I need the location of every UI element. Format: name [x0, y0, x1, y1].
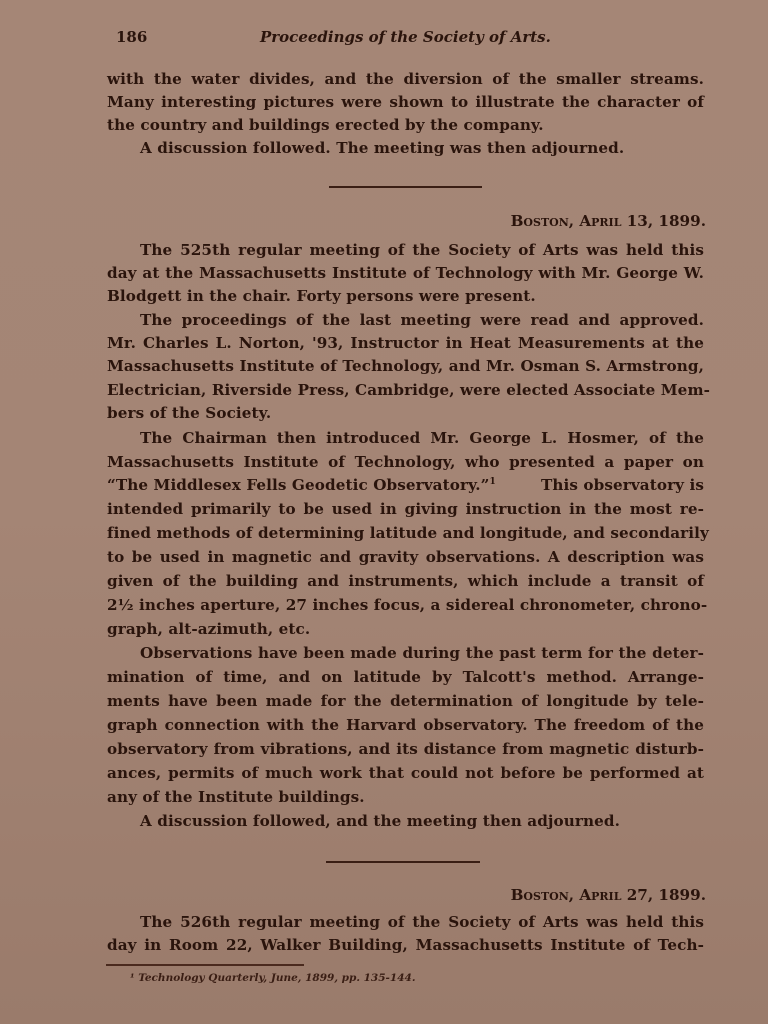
- text-line: Mr. Charles L. Norton, '93, Instructor in Heat Measurements at the: [107, 334, 704, 352]
- text-line: graph, alt-azimuth, etc.: [107, 620, 311, 638]
- text-line: with the water divides, and the diversion of the smaller streams.: [107, 70, 704, 88]
- section-divider: [329, 186, 482, 188]
- text-line: any of the Institute buildings.: [107, 788, 365, 806]
- text-line: ments have been made for the determination of longitude by tele-: [107, 692, 704, 710]
- text-line: Massachusetts Institute of Technology, and Mr. Osman S. Armstrong,: [107, 357, 704, 375]
- text-line: A discussion followed, and the meeting then adjourned.: [140, 812, 621, 830]
- text-line: The Chairman then introduced Mr. George L. Hosmer, of the: [140, 429, 704, 447]
- text-fragment: This observatory is: [540, 476, 704, 494]
- text-line: Observations have been made during the past term for the deter-: [140, 644, 704, 662]
- running-title: Proceedings of the Society of Arts.: [260, 28, 551, 46]
- text-line: mination of time, and on latitude by Talcott's method. Arrange-: [107, 668, 704, 686]
- text-line: graph connection with the Harvard observatory. The freedom of the: [107, 716, 704, 734]
- text-line: to be used in magnetic and gravity observations. A description was: [107, 548, 704, 566]
- text-line: day at the Massachusetts Institute of Technology with Mr. George W.: [107, 264, 704, 282]
- dateline: Boston, April 27, 1899.: [510, 886, 706, 904]
- footnote-marker: 1: [489, 477, 496, 487]
- text-line: [107, 475, 704, 496]
- text-line: The 525th regular meeting of the Society of Arts was held this: [140, 241, 704, 259]
- footnote: ¹ Technology Quarterly, June, 1899, pp. 135-144.: [130, 972, 416, 984]
- section-divider: [326, 861, 480, 863]
- text-line: observatory from vibrations, and its distance from magnetic disturb-: [107, 740, 704, 758]
- page-number: 186: [116, 28, 148, 46]
- text-line: Many interesting pictures were shown to illustrate the character of: [107, 93, 704, 111]
- text-line: The 526th regular meeting of the Society of Arts was held this: [140, 913, 704, 931]
- text-line: intended primarily to be used in giving instruction in the most re-: [107, 500, 704, 518]
- text-line: bers of the Society.: [107, 404, 272, 422]
- paper-title: [107, 475, 496, 496]
- text-line: fined methods of determining latitude and longitude, and secondarily: [107, 524, 709, 542]
- text-line: Electrician, Riverside Press, Cambridge, were elected Associate Mem-: [107, 381, 711, 399]
- text-line: Blodgett in the chair. Forty persons were present.: [107, 287, 536, 305]
- text-line: The proceedings of the last meeting were read and approved.: [140, 311, 704, 329]
- text-line: Massachusetts Institute of Technology, who presented a paper on: [107, 453, 704, 471]
- text-line: ances, permits of much work that could not before be performed at: [107, 764, 704, 782]
- text-line: 2½ inches aperture, 27 inches focus, a sidereal chronometer, chrono-: [107, 596, 708, 614]
- footnote-divider: [106, 964, 304, 966]
- text-line: day in Room 22, Walker Building, Massachusetts Institute of Tech-: [107, 936, 704, 954]
- dateline: Boston, April 13, 1899.: [510, 212, 706, 230]
- text-line: A discussion followed. The meeting was then adjourned.: [140, 139, 625, 157]
- text-line: given of the building and instruments, which include a transit of: [107, 572, 704, 590]
- text-line: the country and buildings erected by the company.: [107, 116, 544, 134]
- paper-title-text: “The Middlesex Fells Geodetic Observatory.”: [107, 476, 490, 494]
